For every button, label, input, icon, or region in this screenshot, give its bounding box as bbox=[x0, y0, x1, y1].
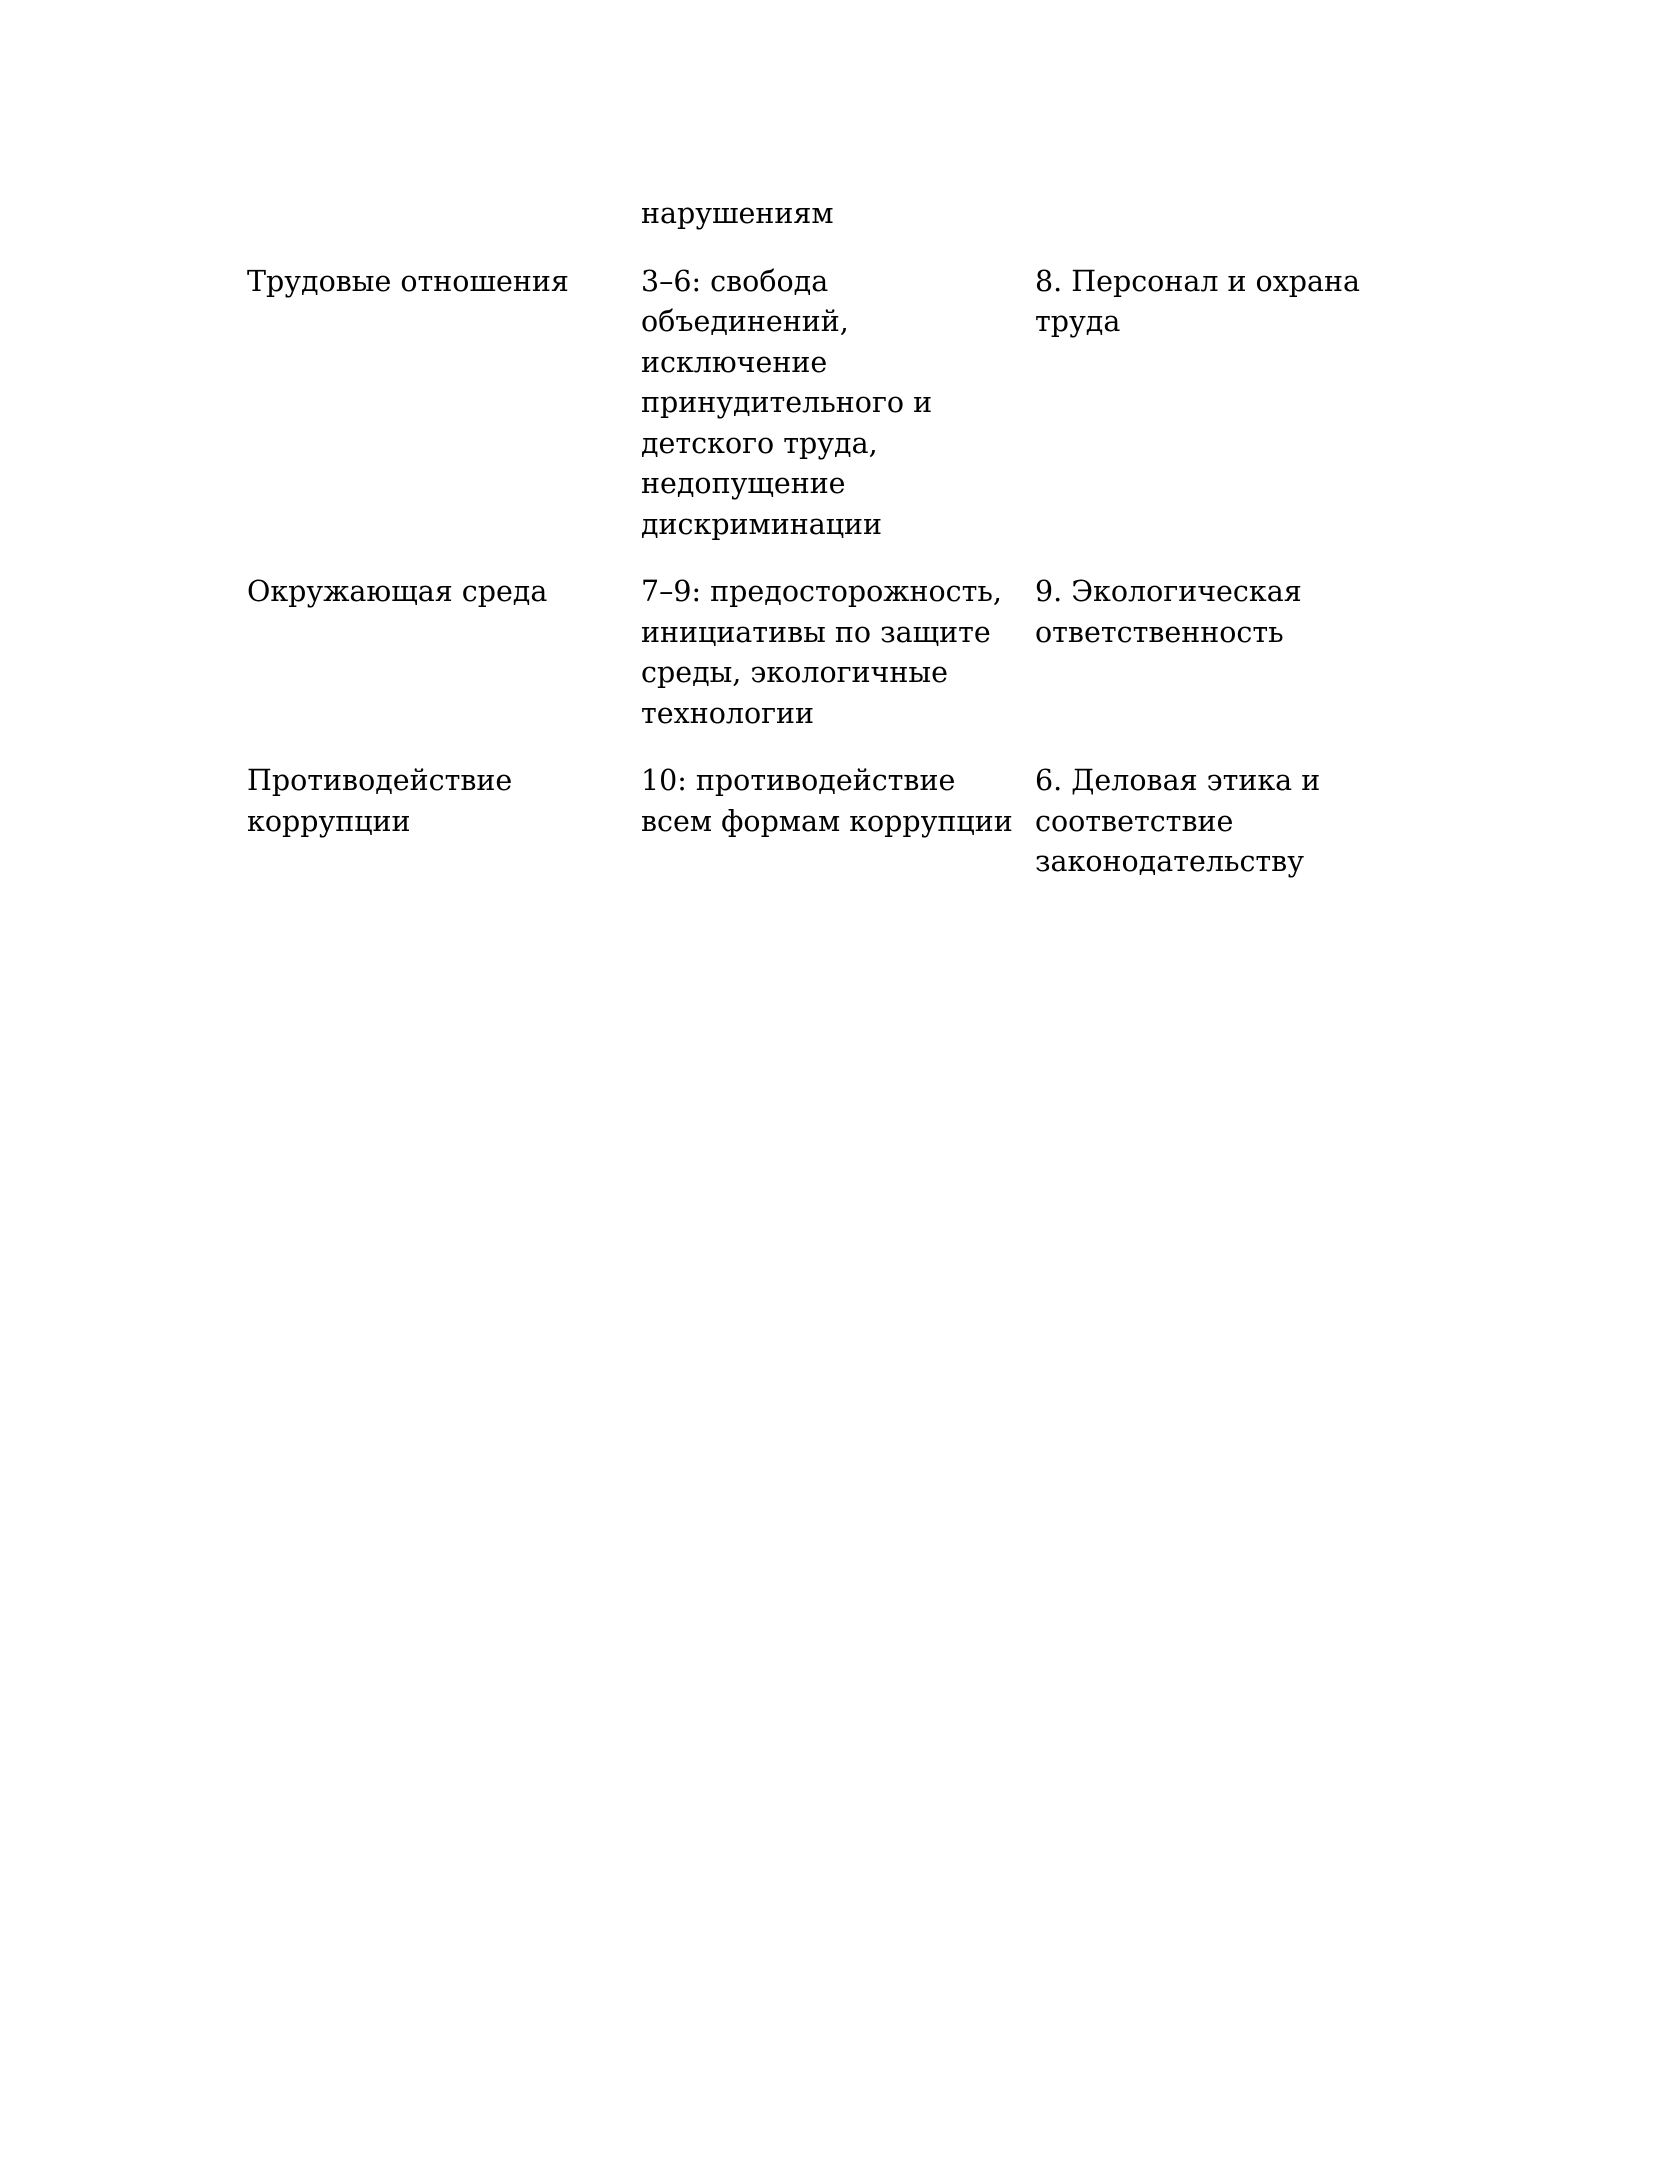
principles-cell bbox=[641, 572, 1035, 761]
code-section-text: 8. Персонал и охрана труда bbox=[1035, 264, 1360, 338]
code-section-cell bbox=[1035, 194, 1407, 262]
code-section-cell bbox=[1035, 761, 1407, 910]
code-section-cell bbox=[1035, 572, 1407, 761]
principles-text: 3–6: свобода объединений, исключение принудительного и детского труда, недопущение дискриминации bbox=[641, 264, 933, 541]
code-section-cell bbox=[1035, 262, 1407, 573]
table-row bbox=[247, 572, 1407, 761]
area-text: Окружающая среда bbox=[247, 575, 548, 608]
area-text: Противодействие коррупции bbox=[247, 764, 513, 838]
table-row bbox=[247, 761, 1407, 910]
table-row bbox=[247, 194, 1407, 262]
principles-text: нарушениям bbox=[641, 197, 834, 230]
code-section-text: 6. Деловая этика и соответствие законодательству bbox=[1035, 764, 1321, 878]
principles-mapping-table bbox=[247, 194, 1407, 910]
area-cell bbox=[247, 572, 641, 761]
area-cell bbox=[247, 262, 641, 573]
area-text: Трудовые отношения bbox=[247, 264, 569, 298]
principles-cell bbox=[641, 262, 1035, 573]
principles-cell bbox=[641, 194, 1035, 262]
table-row bbox=[247, 262, 1407, 573]
area-cell bbox=[247, 194, 641, 262]
principles-cell bbox=[641, 761, 1035, 910]
code-section-text: 9. Экологическая ответственность bbox=[1035, 575, 1302, 649]
principles-text: 10: противодействие всем формам коррупции bbox=[641, 764, 1013, 838]
area-cell bbox=[247, 761, 641, 910]
principles-text: 7–9: предосторожность, инициативы по защите среды, экологичные технологии bbox=[641, 575, 1002, 730]
